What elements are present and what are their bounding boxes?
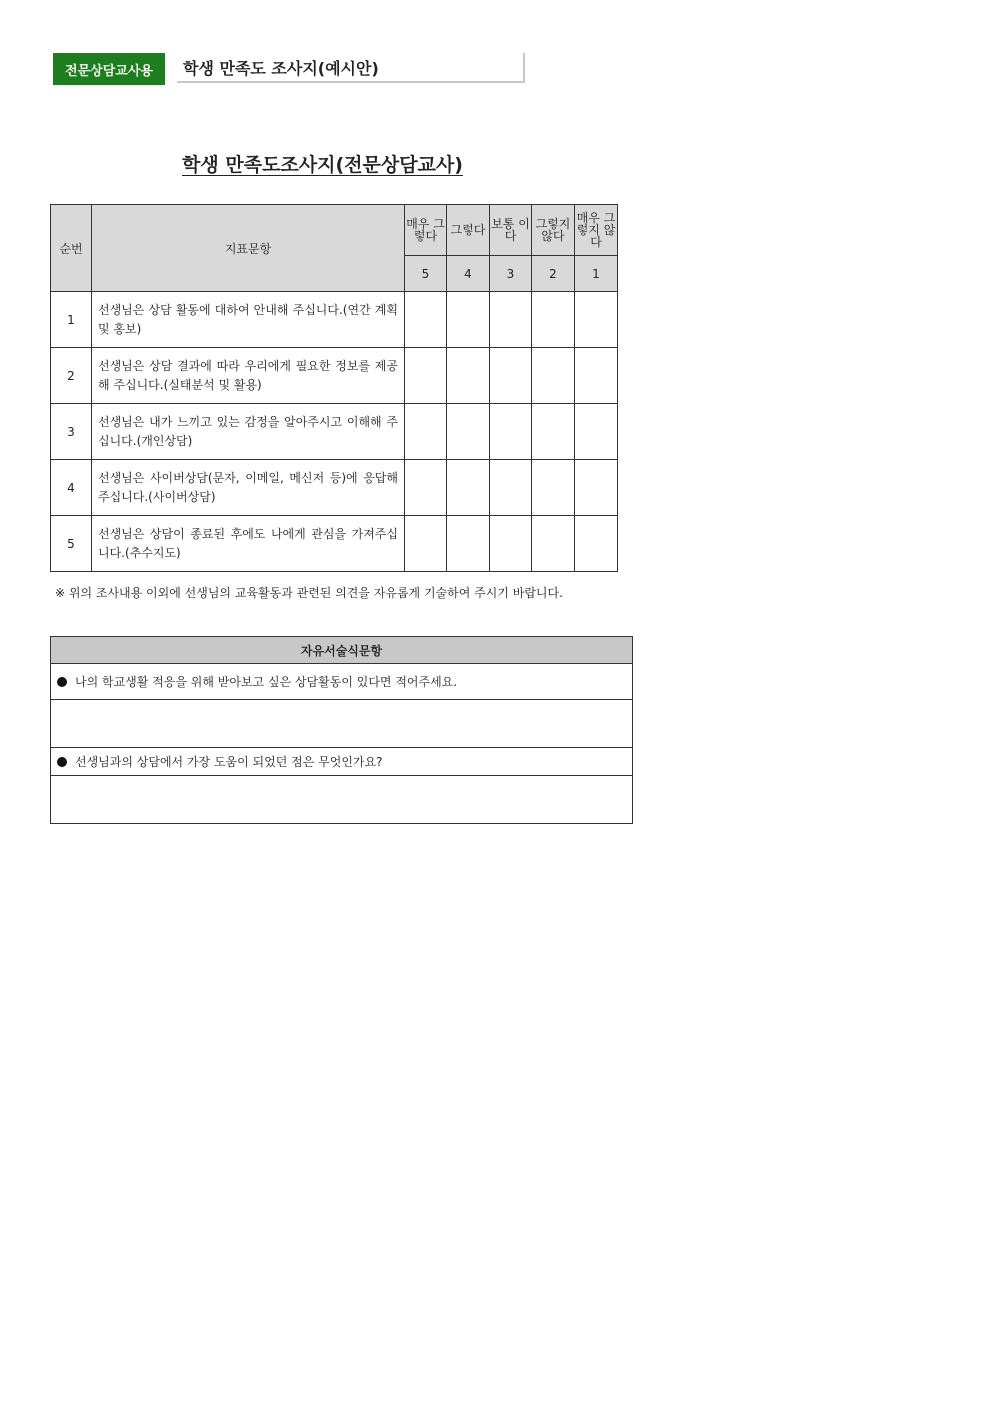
usage-badge: 전문상담교사용 xyxy=(53,53,165,85)
scale-label: 그렇다 xyxy=(447,205,490,256)
item-number: 2 xyxy=(51,348,92,404)
scale-label: 매우 그렇다 xyxy=(405,205,447,256)
rating-cell-5[interactable] xyxy=(405,404,447,460)
scale-score: 2 xyxy=(532,256,575,292)
rating-cell-2[interactable] xyxy=(532,404,575,460)
rating-cell-4[interactable] xyxy=(447,292,490,348)
scale-label: 그렇지 않다 xyxy=(532,205,575,256)
rating-cell-1[interactable] xyxy=(575,404,618,460)
scale-label: 매우 그렇지 않다 xyxy=(575,205,618,256)
bullet-icon xyxy=(57,677,67,687)
scale-score: 5 xyxy=(405,256,447,292)
free-question xyxy=(51,664,633,700)
rating-cell-5[interactable] xyxy=(405,348,447,404)
rating-cell-4[interactable] xyxy=(447,404,490,460)
column-header-number: 순번 xyxy=(51,205,92,292)
rating-cell-2[interactable] xyxy=(532,292,575,348)
rating-cell-4[interactable] xyxy=(447,516,490,572)
scale-score: 4 xyxy=(447,256,490,292)
item-text: 선생님은 사이버상담(문자, 이메일, 메신저 등)에 응답해 주십니다.(사이버상담) xyxy=(92,460,405,516)
rating-cell-1[interactable] xyxy=(575,292,618,348)
survey-row xyxy=(51,348,618,404)
rating-cell-2[interactable] xyxy=(532,460,575,516)
rating-cell-3[interactable] xyxy=(490,404,532,460)
item-text: 선생님은 상담 활동에 대하여 안내해 주십니다.(연간 계획 및 홍보) xyxy=(92,292,405,348)
free-question-text: 나의 학교생활 적응을 위해 받아보고 싶은 상담활동이 있다면 적어주세요. xyxy=(75,675,458,689)
free-question-text: 선생님과의 상담에서 가장 도움이 되었던 점은 무엇인가요? xyxy=(75,755,383,769)
item-text: 선생님은 상담이 종료된 후에도 나에게 관심을 가져주십니다.(추수지도) xyxy=(92,516,405,572)
note-text: ※ 위의 조사내용 이외에 선생님의 교육활동과 관련된 의견을 자유롭게 기술하여 주시기 바랍니다. xyxy=(55,586,563,600)
rating-cell-5[interactable] xyxy=(405,292,447,348)
item-number: 3 xyxy=(51,404,92,460)
bullet-icon xyxy=(57,757,67,767)
rating-cell-5[interactable] xyxy=(405,460,447,516)
free-answer-field[interactable] xyxy=(51,776,633,824)
survey-row xyxy=(51,404,618,460)
survey-row xyxy=(51,460,618,516)
free-response-table xyxy=(50,636,633,824)
rating-cell-1[interactable] xyxy=(575,348,618,404)
scale-score: 3 xyxy=(490,256,532,292)
item-number: 1 xyxy=(51,292,92,348)
free-answer-field[interactable] xyxy=(51,700,633,748)
item-text: 선생님은 내가 느끼고 있는 감정을 알아주시고 이해해 주십니다.(개인상담) xyxy=(92,404,405,460)
item-number: 4 xyxy=(51,460,92,516)
rating-cell-5[interactable] xyxy=(405,516,447,572)
rating-cell-3[interactable] xyxy=(490,292,532,348)
scale-label: 보통 이다 xyxy=(490,205,532,256)
item-number: 5 xyxy=(51,516,92,572)
rating-cell-2[interactable] xyxy=(532,348,575,404)
free-response-heading: 자유서술식문항 xyxy=(51,637,633,664)
document-title: 학생 만족도조사지(전문상담교사) xyxy=(182,154,463,176)
survey-row xyxy=(51,516,618,572)
rating-cell-4[interactable] xyxy=(447,460,490,516)
rating-cell-1[interactable] xyxy=(575,460,618,516)
free-question xyxy=(51,748,633,776)
survey-table xyxy=(50,204,618,572)
rating-cell-4[interactable] xyxy=(447,348,490,404)
rating-cell-2[interactable] xyxy=(532,516,575,572)
rating-cell-3[interactable] xyxy=(490,348,532,404)
scale-score: 1 xyxy=(575,256,618,292)
rating-cell-1[interactable] xyxy=(575,516,618,572)
column-header-item: 지표문항 xyxy=(92,205,405,292)
rating-cell-3[interactable] xyxy=(490,460,532,516)
item-text: 선생님은 상담 결과에 따라 우리에게 필요한 정보를 제공해 주십니다.(실태분석 및 활용) xyxy=(92,348,405,404)
survey-row xyxy=(51,292,618,348)
header-title: 학생 만족도 조사지(예시안) xyxy=(177,53,525,83)
rating-cell-3[interactable] xyxy=(490,516,532,572)
